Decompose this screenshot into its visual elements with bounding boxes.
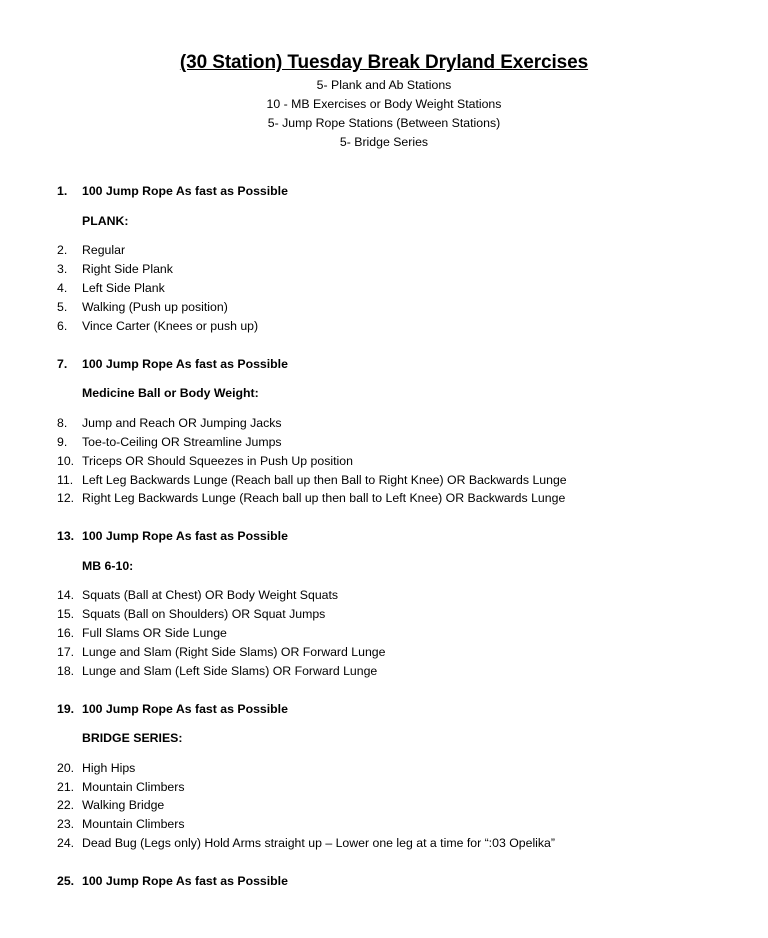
item-number: 1. bbox=[57, 184, 68, 198]
item-text: Full Slams OR Side Lunge bbox=[82, 626, 227, 640]
list-item bbox=[57, 779, 185, 795]
item-number: 12. bbox=[57, 491, 75, 505]
list-item bbox=[57, 242, 125, 258]
item-number: 20. bbox=[57, 761, 75, 775]
item-text: 100 Jump Rope As fast as Possible bbox=[82, 529, 288, 543]
item-number: 4. bbox=[57, 281, 68, 295]
item-text: Lunge and Slam (Left Side Slams) OR Forward Lunge bbox=[82, 664, 378, 678]
item-number: 13. bbox=[57, 529, 75, 543]
list-item bbox=[57, 299, 228, 315]
list-item bbox=[57, 587, 338, 603]
item-text: High Hips bbox=[82, 761, 136, 775]
item-number: 22. bbox=[57, 798, 75, 812]
item-text: Squats (Ball at Chest) OR Body Weight Squats bbox=[82, 588, 339, 602]
list-item bbox=[57, 318, 258, 334]
list-item bbox=[57, 606, 325, 622]
item-number: 2. bbox=[57, 243, 68, 257]
list-item bbox=[57, 356, 288, 372]
item-number: 19. bbox=[57, 702, 75, 716]
list-item bbox=[57, 625, 227, 641]
item-text: Walking Bridge bbox=[82, 798, 165, 812]
item-text: Left Side Plank bbox=[82, 281, 165, 295]
list-item bbox=[57, 663, 377, 679]
item-text: Jump and Reach OR Jumping Jacks bbox=[82, 416, 282, 430]
item-text: Squats (Ball on Shoulders) OR Squat Jumps bbox=[82, 607, 326, 621]
item-text: 100 Jump Rope As fast as Possible bbox=[82, 357, 288, 371]
item-text: Dead Bug (Legs only) Hold Arms straight up – Lower one leg at a time for “:03 Opelika” bbox=[82, 836, 555, 850]
section-heading-plank: PLANK: bbox=[82, 214, 129, 228]
item-number: 6. bbox=[57, 319, 68, 333]
item-number: 24. bbox=[57, 836, 75, 850]
list-item bbox=[57, 528, 288, 544]
list-item bbox=[57, 797, 164, 813]
item-text: Right Side Plank bbox=[82, 262, 173, 276]
section-heading-mb-6-10: MB 6-10: bbox=[82, 559, 134, 573]
item-text: Vince Carter (Knees or push up) bbox=[82, 319, 259, 333]
item-text: 100 Jump Rope As fast as Possible bbox=[82, 702, 288, 716]
list-item bbox=[57, 760, 135, 776]
item-number: 25. bbox=[57, 874, 75, 888]
list-item bbox=[57, 835, 555, 851]
item-number: 8. bbox=[57, 416, 68, 430]
item-number: 9. bbox=[57, 435, 68, 449]
subtitle-line: 10 - MB Exercises or Body Weight Stations bbox=[266, 97, 502, 111]
list-item bbox=[57, 434, 282, 450]
item-text: Right Leg Backwards Lunge (Reach ball up then ball to Left Knee) OR Backwards Lunge bbox=[82, 491, 566, 505]
item-text: Regular bbox=[82, 243, 126, 257]
item-text: 100 Jump Rope As fast as Possible bbox=[82, 874, 288, 888]
list-item bbox=[57, 873, 288, 889]
subtitle-line: 5- Jump Rope Stations (Between Stations) bbox=[267, 116, 501, 130]
subtitle-line: 5- Plank and Ab Stations bbox=[316, 78, 452, 92]
item-number: 15. bbox=[57, 607, 75, 621]
list-item bbox=[57, 816, 185, 832]
list-item bbox=[57, 280, 165, 296]
item-text: 100 Jump Rope As fast as Possible bbox=[82, 184, 288, 198]
item-text: Left Leg Backwards Lunge (Reach ball up then Ball to Right Knee) OR Backwards Lunge bbox=[82, 473, 567, 487]
section-heading-medicine-ball: Medicine Ball or Body Weight: bbox=[82, 386, 259, 400]
list-item bbox=[57, 183, 288, 199]
item-number: 17. bbox=[57, 645, 75, 659]
item-number: 18. bbox=[57, 664, 75, 678]
subtitle-line: 5- Bridge Series bbox=[339, 135, 429, 149]
item-text: Mountain Climbers bbox=[82, 817, 185, 831]
item-text: Mountain Climbers bbox=[82, 780, 185, 794]
item-number: 10. bbox=[57, 454, 75, 468]
list-item bbox=[57, 453, 353, 469]
page-title: (30 Station) Tuesday Break Dryland Exercises bbox=[179, 52, 589, 73]
list-item bbox=[57, 701, 288, 717]
item-text: Lunge and Slam (Right Side Slams) OR Forward Lunge bbox=[82, 645, 386, 659]
list-item bbox=[57, 490, 565, 506]
item-number: 21. bbox=[57, 780, 75, 794]
section-heading-bridge: BRIDGE SERIES: bbox=[82, 731, 183, 745]
list-item bbox=[57, 644, 385, 660]
item-text: Toe-to-Ceiling OR Streamline Jumps bbox=[82, 435, 282, 449]
list-item bbox=[57, 472, 567, 488]
item-number: 5. bbox=[57, 300, 68, 314]
item-number: 14. bbox=[57, 588, 75, 602]
list-item bbox=[57, 415, 282, 431]
list-item bbox=[57, 261, 173, 277]
item-number: 3. bbox=[57, 262, 68, 276]
item-text: Triceps OR Should Squeezes in Push Up position bbox=[82, 454, 353, 468]
item-text: Walking (Push up position) bbox=[82, 300, 228, 314]
item-number: 7. bbox=[57, 357, 68, 371]
item-number: 23. bbox=[57, 817, 75, 831]
item-number: 16. bbox=[57, 626, 75, 640]
item-number: 11. bbox=[57, 473, 74, 487]
